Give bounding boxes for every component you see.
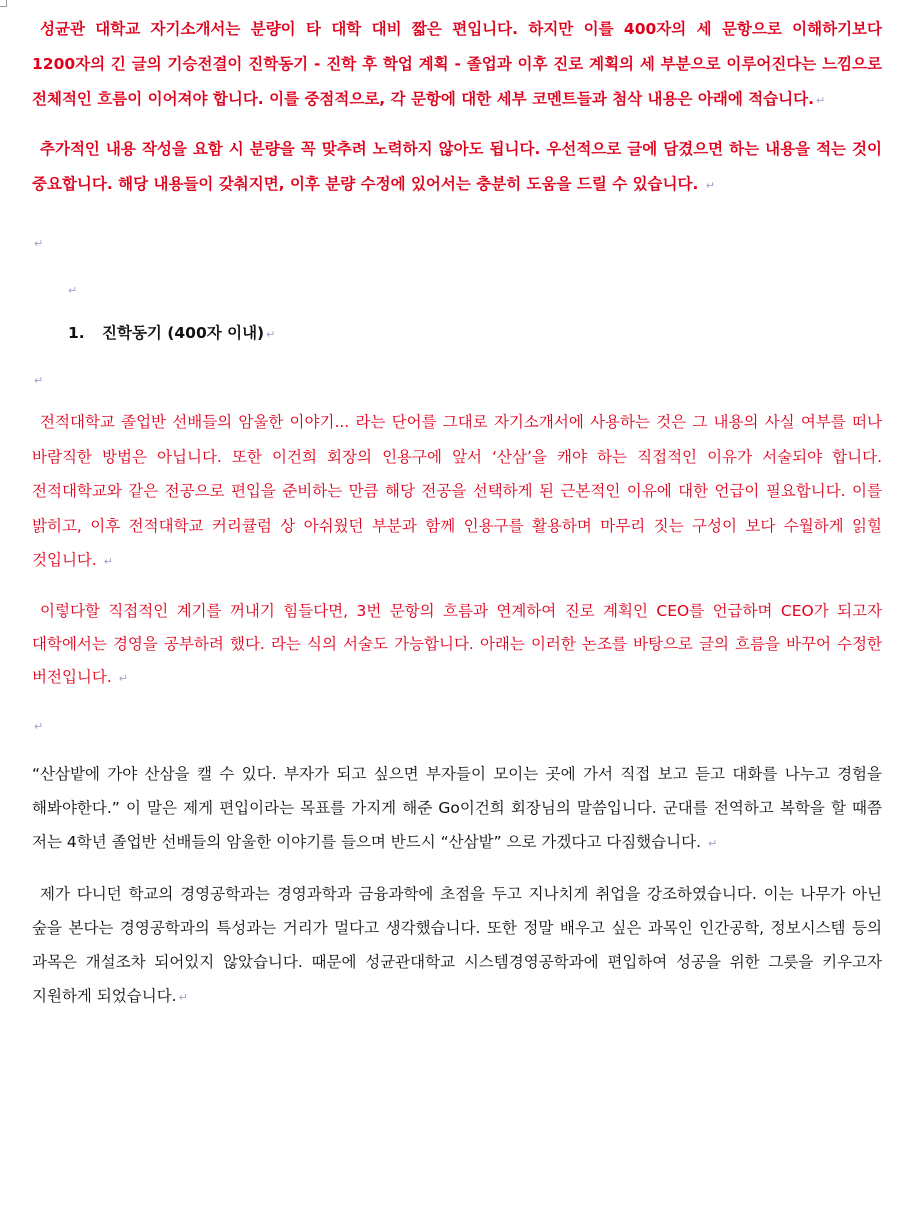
- empty-paragraph: ↵: [34, 237, 44, 250]
- paragraph-mark: ↵: [815, 94, 826, 107]
- essay-paragraph-1: “산삼밭에 가야 산삼을 캘 수 있다. 부자가 되고 싶으면 부자들이 모이는 곳에 가서 직접 보고 듣고 대화를 나누고 경험을 해봐야한다.” 이 말은 제게 편입이라는 목표를 가지게 해준 Go이건희 회장님의 말씀입니다. 군대를 전역하고 복학을 할 때쯤 저는 4학년 졸업반 선배들의 암울한 이야기를 들으며 반드시 “산삼밭” 으로 가겠다고 다짐했습니다. ↵: [32, 764, 882, 851]
- paragraph-mark: ↵: [103, 555, 113, 568]
- empty-paragraph: ↵: [34, 374, 44, 387]
- comment-paragraph-1: 전적대학교 졸업반 선배들의 암울한 이야기... 라는 단어를 그대로 자기소개서에 사용하는 것은 그 내용의 사실 여부를 떠나 바람직한 방법은 아닙니다. 또한 이건희 회장의 인용구에 앞서 ‘산삼’을 캐야 하는 직접적인 이유가 서술되야 합니다. 전적대학교와 같은 전공으로 편입을 준비하는 만큼 해당 전공을 선택하게 된 근본적인 이유에 대한 언급이 필요합니다. 이를 밝히고, 이후 전적대학교 커리큘럼 상 아쉬웠던 부분과 함께 인용구를 활용하며 마무리 짓는 구성이 보다 수월하게 읽힐 것입니다. ↵: [32, 413, 882, 569]
- paragraph-mark: ↵: [705, 179, 715, 192]
- section-heading: 1. 진학동기 (400자 이내) ↵: [68, 313, 882, 353]
- section-number: 1.: [68, 324, 85, 342]
- paragraph-mark: ↵: [178, 990, 188, 1004]
- paragraph-mark: ↵: [707, 836, 718, 850]
- document-page: [32, 12, 882, 1015]
- section-title: 진학동기 (400자 이내): [102, 324, 265, 342]
- paragraph-mark: ↵: [118, 671, 128, 685]
- page-corner-mark: [0, 0, 7, 7]
- empty-paragraph: ↵: [68, 284, 78, 297]
- intro-paragraph-1: 성균관 대학교 자기소개서는 분량이 타 대학 대비 짧은 편입니다. 하지만 이를 400자의 세 문항으로 이해하기보다 1200자의 긴 글의 기승전결이 진학동기 - 진학 후 학업 계획 - 졸업과 이후 진로 계획의 세 부분으로 이루어진다는 느낌으로 전체적인 흐름이 이어져야 합니다. 이를 중점적으로, 각 문항에 대한 세부 코멘트들과 첨삭 내용은 아래에 적습니다. ↵: [32, 20, 882, 108]
- empty-paragraph: ↵: [34, 719, 44, 733]
- comment-paragraph-2: 이렇다할 직접적인 계기를 꺼내기 힘들다면, 3번 문항의 흐름과 연계하여 진로 계획인 CEO를 언급하며 CEO가 되고자 대학에서는 경영을 공부하려 했다. 라는 식의 서술도 가능합니다. 아래는 이러한 논조를 바탕으로 글의 흐름을 바꾸어 수정한 버전입니다. ↵: [32, 601, 882, 686]
- intro-paragraph-2: 추가적인 내용 작성을 요함 시 분량을 꼭 맞추려 노력하지 않아도 됩니다. 우선적으로 글에 담겼으면 하는 내용을 적는 것이 중요합니다. 해당 내용들이 갖춰지면, 이후 분량 수정에 있어서는 충분히 도움을 드릴 수 있습니다. ↵: [32, 140, 882, 193]
- essay-paragraph-2: 제가 다니던 학교의 경영공학과는 경영과학과 금융과학에 초점을 두고 지나치게 취업을 강조하였습니다. 이는 나무가 아닌 숲을 본다는 경영공학과의 특성과는 거리가 멀다고 생각했습니다. 또한 정말 배우고 싶은 과목인 인간공학, 정보시스템 등의 과목은 개설조차 되어있지 않았습니다. 때문에 성균관대학교 시스템경영공학과에 편입하여 성공을 위한 그릇을 키우고자 지원하게 되었습니다. ↵: [32, 884, 882, 1005]
